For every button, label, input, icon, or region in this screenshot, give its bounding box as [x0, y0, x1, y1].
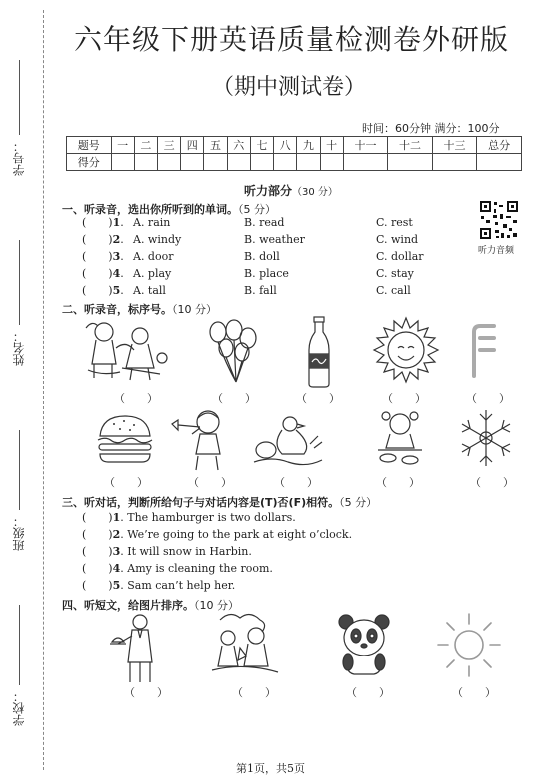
list-item: ( )1. The hamburger is two dollars.: [82, 511, 296, 524]
section2-points: （10 分）: [172, 303, 217, 316]
snowflake-icon: [456, 408, 516, 468]
time-label: 时间：60分钟: [362, 122, 431, 135]
answer-blank[interactable]: （ ）: [188, 476, 232, 489]
list-item: ( )3. It will snow in Harbin.: [82, 545, 252, 558]
school-field[interactable]: [19, 605, 20, 685]
paren-close: ): [108, 528, 113, 541]
table-cell: 六: [227, 137, 250, 154]
sun-outline-icon: [436, 612, 502, 678]
paren-close: ): [108, 267, 113, 280]
item-number: 5: [112, 579, 121, 592]
table-cell: 五: [204, 137, 227, 154]
table-cell: 十三: [432, 137, 477, 154]
score-cell[interactable]: [297, 154, 320, 171]
item-number: 4: [112, 267, 121, 280]
paren-close: ): [108, 250, 113, 263]
paren-open: (: [82, 233, 87, 246]
option-b[interactable]: B. fall: [244, 284, 277, 297]
answer-blank[interactable]: （ ）: [376, 476, 420, 489]
table-cell: 九: [297, 137, 320, 154]
list-item: ( )5. Sam can’t help her.: [82, 579, 236, 592]
statement-text: We’re going to the park at eight o’clock.: [127, 528, 353, 541]
cola-bottle-icon: [306, 316, 332, 388]
score-cell[interactable]: [343, 154, 388, 171]
table-cell: 十一: [343, 137, 388, 154]
answer-blank[interactable]: （ ）: [274, 476, 318, 489]
list-item: ( )1.: [82, 216, 124, 229]
table-cell: 四: [181, 137, 204, 154]
section2-title-text: 二、听录音，标序号。: [62, 303, 172, 316]
score-label: 满分：100分: [434, 122, 500, 135]
qr-label: 听力音频: [478, 246, 515, 256]
answer-blank[interactable]: （ ）: [452, 686, 496, 699]
score-table: [66, 136, 522, 171]
paren-close: ): [108, 579, 113, 592]
paren-open: (: [82, 267, 87, 280]
paren-close: ): [108, 511, 113, 524]
option-b[interactable]: B. place: [244, 267, 289, 280]
answer-blank[interactable]: （ ）: [212, 392, 256, 405]
paren-close: ): [108, 284, 113, 297]
paren-close: ): [108, 216, 113, 229]
class-field[interactable]: [19, 430, 20, 510]
score-cell[interactable]: [432, 154, 477, 171]
score-table-header: [67, 137, 522, 154]
qr-code-icon[interactable]: [479, 200, 519, 240]
option-a[interactable]: A. windy: [133, 233, 182, 246]
name-label: 姓名：: [12, 330, 26, 366]
list-item: ( )5.: [82, 284, 124, 297]
duck-picnic-icon: [252, 414, 324, 468]
item-number: 1: [112, 216, 121, 229]
statement-text: Amy is cleaning the room.: [127, 562, 273, 575]
item-number: 4: [112, 562, 121, 575]
answer-blank[interactable]: （ ）: [296, 392, 340, 405]
score-table-row: [67, 154, 522, 171]
section2-title: [62, 301, 217, 317]
table-cell: 三: [157, 137, 180, 154]
page-subtitle: （期中测试卷）: [212, 75, 367, 100]
statement-text: Sam can’t help her.: [127, 579, 236, 592]
list-item: ( )3.: [82, 250, 124, 263]
table-cell: 七: [250, 137, 273, 154]
listening-heading: [244, 182, 338, 199]
score-cell[interactable]: [320, 154, 343, 171]
list-item: ( )4. Amy is cleaning the room.: [82, 562, 273, 575]
option-b[interactable]: B. doll: [244, 250, 280, 263]
option-c[interactable]: C. wind: [376, 233, 419, 246]
score-cell[interactable]: [181, 154, 204, 171]
option-c[interactable]: C. dollar: [376, 250, 424, 263]
hamburger-icon: [96, 414, 154, 464]
table-cell: 一: [111, 137, 134, 154]
table-cell: 十: [320, 137, 343, 154]
paren-close: ): [108, 562, 113, 575]
item-number: 1: [112, 511, 121, 524]
paren-open: (: [82, 579, 87, 592]
list-item: ( )2. We’re going to the park at eight o’clock.: [82, 528, 353, 541]
listening-points: （30 分）: [292, 187, 338, 198]
school-label: 学校：: [12, 690, 26, 726]
children-playing-icon: [82, 318, 170, 384]
boy-trumpet-icon: [170, 408, 232, 472]
score-cell[interactable]: [274, 154, 297, 171]
answer-blank[interactable]: （ ）: [104, 476, 148, 489]
item-number: 3: [112, 250, 121, 263]
statement-text: It will snow in Harbin.: [127, 545, 252, 558]
paren-open: (: [82, 250, 87, 263]
answer-blank[interactable]: （ ）: [232, 686, 276, 699]
waiter-icon: [110, 612, 162, 684]
table-cell: 题号: [67, 137, 112, 154]
answer-blank[interactable]: （ ）: [466, 392, 510, 405]
section1-points: （5 分）: [238, 203, 276, 216]
paren-open: (: [82, 528, 87, 541]
item-number: 3: [112, 545, 121, 558]
answer-blank[interactable]: （ ）: [114, 392, 158, 405]
student-no-field[interactable]: [19, 60, 20, 135]
section1-title-text: 一、听录音，选出你所听到的单词。: [62, 203, 238, 216]
wind-icon: [468, 322, 498, 378]
section3-points: （5 分）: [339, 496, 378, 509]
item-number: 5: [112, 284, 121, 297]
sun-icon: [372, 316, 440, 384]
balloons-icon: [206, 320, 258, 384]
page-title: 六年级下册英语质量检测卷外研版: [74, 23, 510, 56]
student-no-label: 学号：: [12, 140, 26, 176]
paren-open: (: [82, 545, 87, 558]
table-cell: 二: [134, 137, 157, 154]
answer-blank[interactable]: （ ）: [470, 476, 514, 489]
option-a[interactable]: A. play: [133, 267, 172, 280]
option-c[interactable]: C. rest: [376, 216, 413, 229]
answer-blank[interactable]: （ ）: [382, 392, 426, 405]
item-number: 2: [112, 233, 121, 246]
score-cell[interactable]: [134, 154, 157, 171]
table-cell: 总分: [477, 137, 522, 154]
option-b[interactable]: B. read: [244, 216, 285, 229]
panda-icon: [336, 612, 392, 676]
girl-eating-icon: [376, 410, 424, 470]
option-a[interactable]: A. tall: [133, 284, 166, 297]
paren-open: (: [82, 216, 87, 229]
list-item: ( )4.: [82, 267, 124, 280]
option-c[interactable]: C. stay: [376, 267, 414, 280]
paren-close: ): [108, 233, 113, 246]
score-cell[interactable]: [388, 154, 433, 171]
option-a[interactable]: A. rain: [133, 216, 171, 229]
paren-open: (: [82, 511, 87, 524]
option-c[interactable]: C. call: [376, 284, 411, 297]
table-cell: 得分: [67, 154, 112, 171]
paren-close: ): [108, 545, 113, 558]
score-cell[interactable]: [477, 154, 522, 171]
option-a[interactable]: A. door: [133, 250, 174, 263]
answer-blank[interactable]: （ ）: [346, 686, 390, 699]
section4-points: （10 分）: [194, 599, 239, 612]
table-cell: 八: [274, 137, 297, 154]
list-item: ( )2.: [82, 233, 124, 246]
score-cell[interactable]: [204, 154, 227, 171]
paren-open: (: [82, 562, 87, 575]
score-cell[interactable]: [111, 154, 134, 171]
name-field[interactable]: [19, 240, 20, 325]
statement-text: The hamburger is two dollars.: [127, 511, 296, 524]
item-number: 2: [112, 528, 121, 541]
binding-line: [43, 10, 45, 770]
section4-title-text: 四、听短文，给图片排序。: [62, 599, 194, 612]
score-cell[interactable]: [227, 154, 250, 171]
family-picnic-icon: [210, 608, 280, 678]
answer-blank[interactable]: （ ）: [124, 686, 168, 699]
class-label: 班级：: [12, 515, 26, 551]
table-cell: 十二: [388, 137, 433, 154]
section3-title: [62, 494, 377, 510]
time-meta: [362, 120, 500, 136]
listening-title: 听力部分: [244, 184, 293, 198]
paren-open: (: [82, 284, 87, 297]
section1-title: [62, 201, 276, 217]
score-cell[interactable]: [250, 154, 273, 171]
option-b[interactable]: B. weather: [244, 233, 305, 246]
score-cell[interactable]: [157, 154, 180, 171]
page-footer: 第1页，共5页: [236, 762, 305, 775]
section3-title-text: 三、听对话，判断所给句子与对话内容是(T)否(F)相符。: [62, 496, 340, 509]
